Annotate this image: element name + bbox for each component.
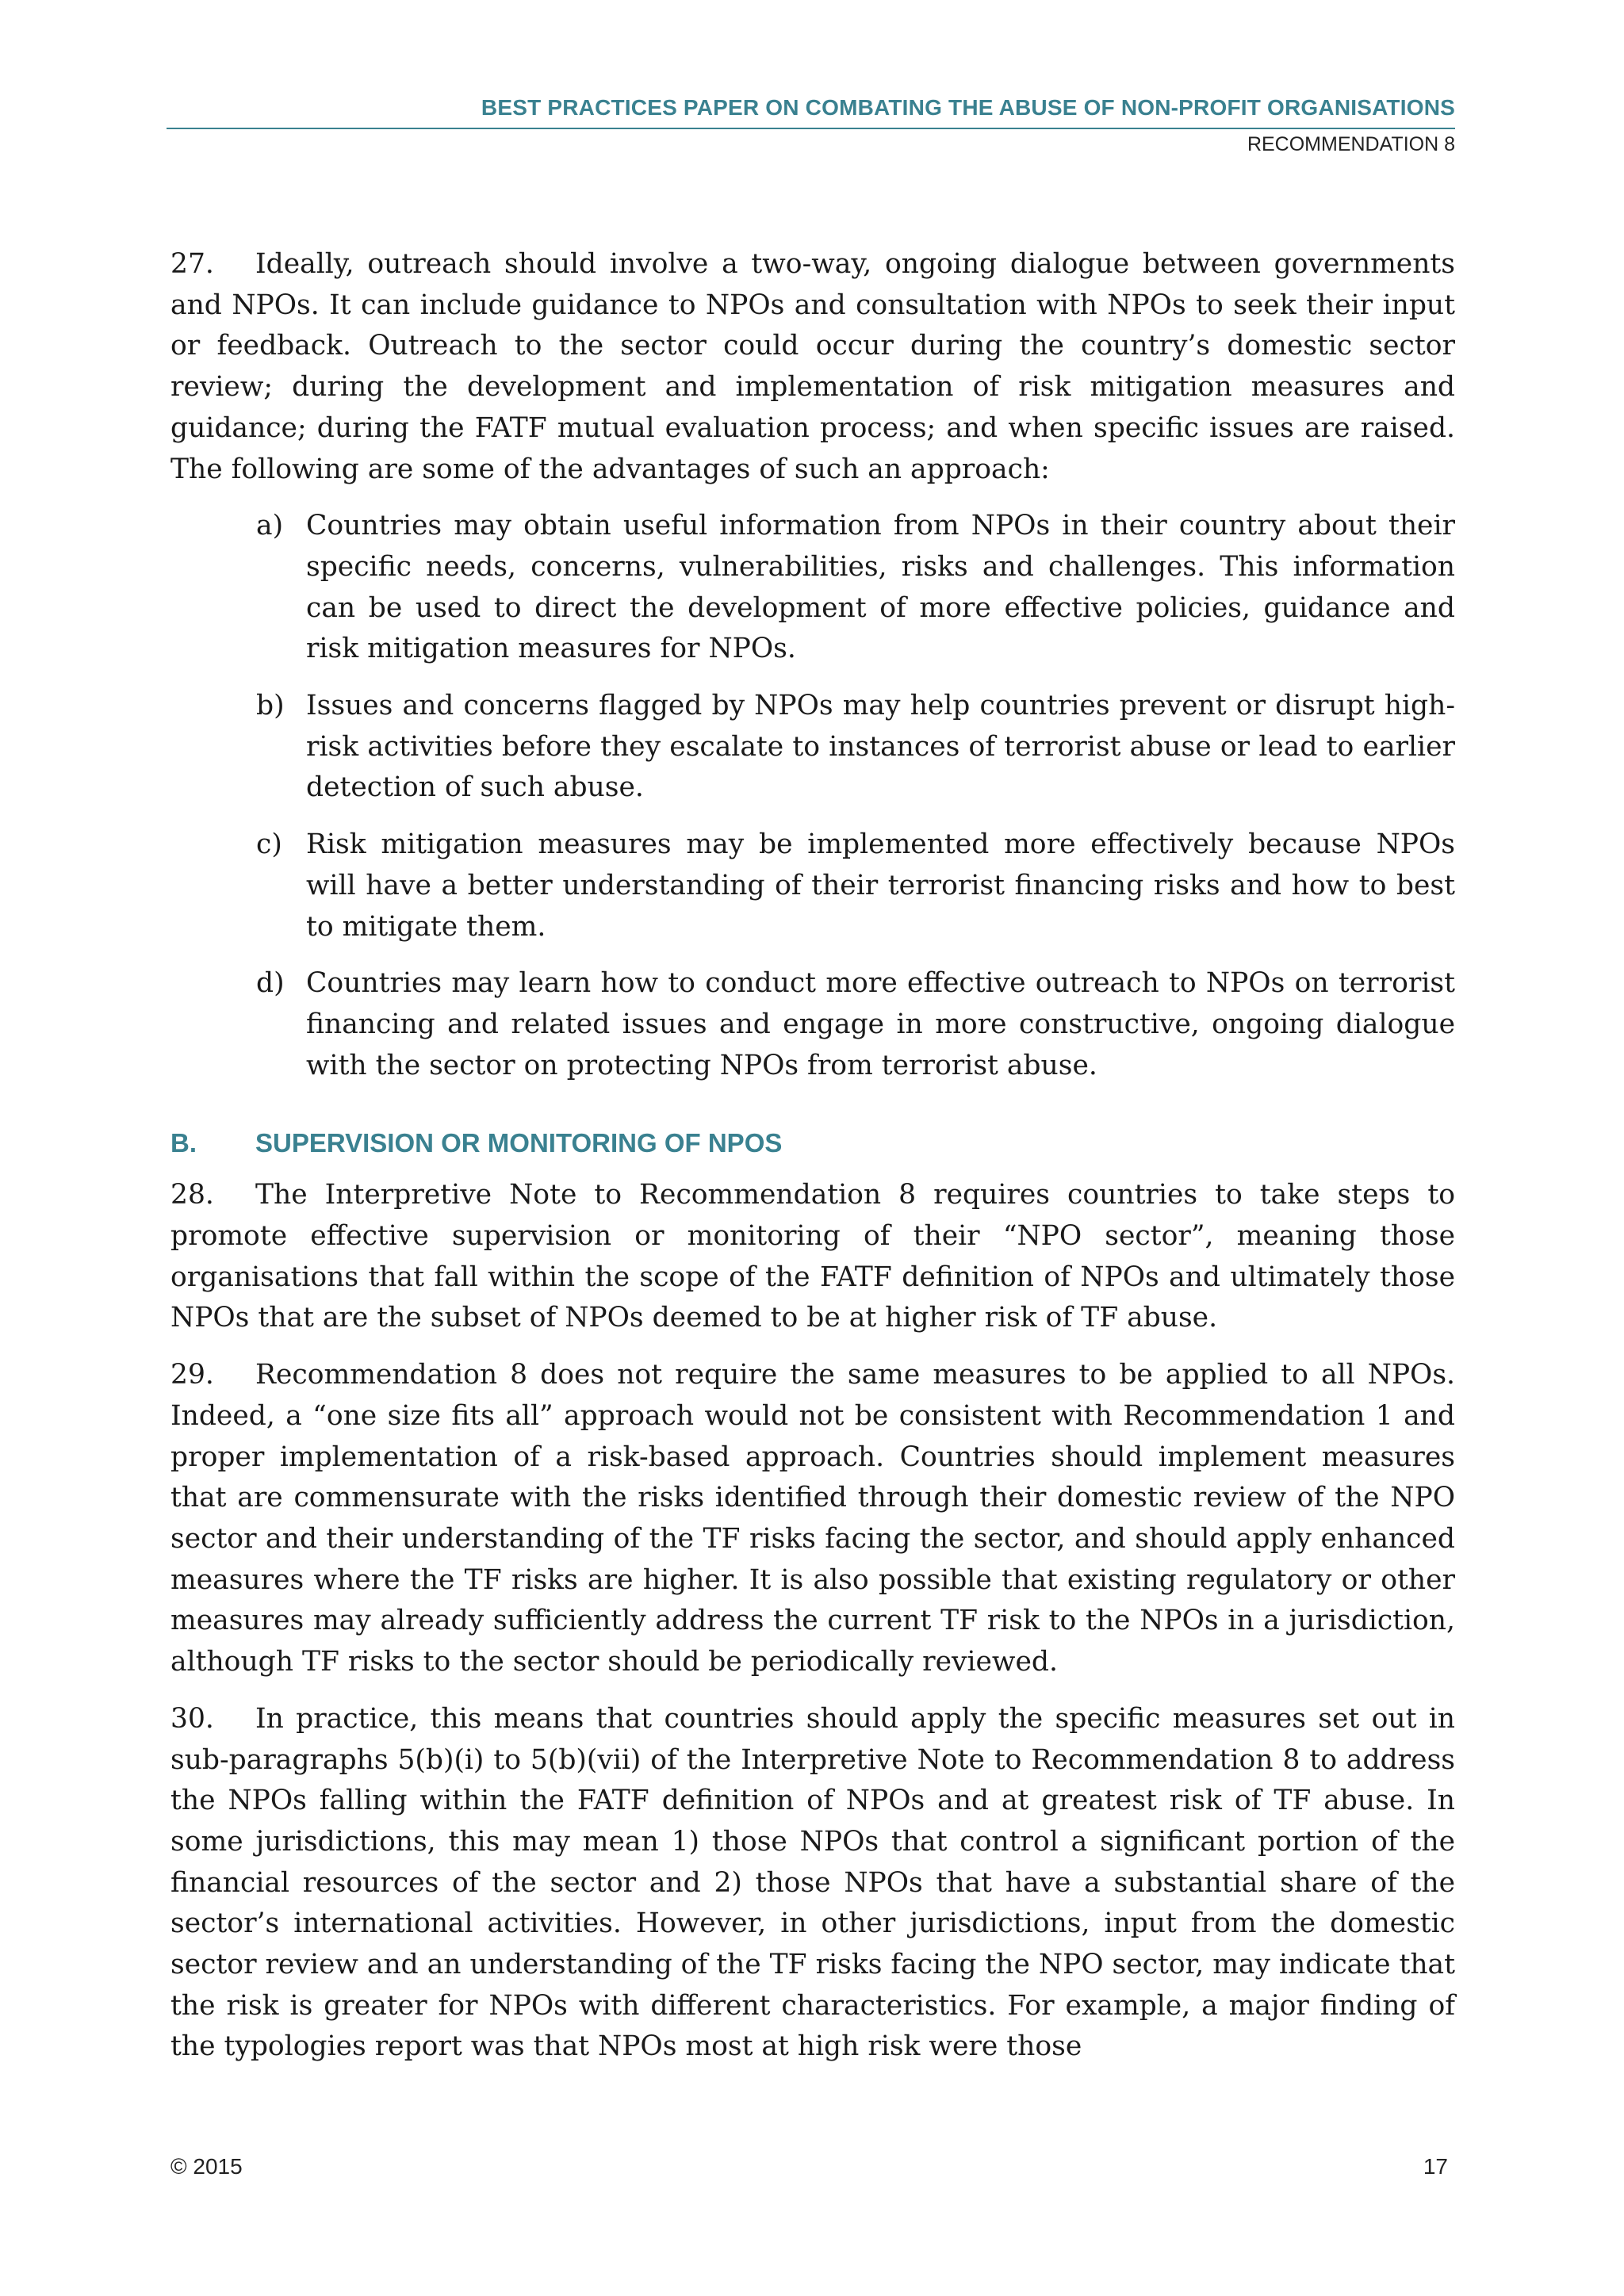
section-letter: B. (170, 1128, 197, 1158)
header-subtitle: RECOMMENDATION 8 (1247, 133, 1455, 155)
paragraph-number: 29. (170, 1359, 214, 1391)
list-marker: b) (256, 690, 285, 722)
list-item (256, 506, 1455, 670)
advantages-list (170, 506, 1455, 1086)
list-item (256, 963, 1455, 1086)
list-item-text: Countries may obtain useful information from NPOs in their country about their specific needs, concerns, vulnerabilities, risks and challenges. This information can be used to direct the development of more effective policies, guidance and risk mitigation measures for NPOs. (306, 510, 1455, 665)
list-item-text: Risk mitigation measures may be implemented more effectively because NPOs will have a better understanding of their terrorist financing risks and how to best to mitigate them. (306, 828, 1455, 943)
page-body (170, 244, 1455, 2084)
section-heading (170, 1126, 1455, 1161)
footer-page-number: 17 (1423, 2154, 1448, 2179)
list-item-text: Countries may learn how to conduct more effective outreach to NPOs on terrorist financing and related issues and engage in more constructive, ongoing dialogue with the sector on protecting NPOs from terrorist abuse. (306, 967, 1455, 1081)
header-divider (167, 128, 1455, 129)
list-item (256, 686, 1455, 809)
list-marker: a) (256, 510, 284, 542)
paragraph-number: 30. (170, 1702, 214, 1735)
paragraph-28 (170, 1175, 1455, 1339)
paragraph-text: In practice, this means that countries should apply the specific measures set out in sub-paragraphs 5(b)(i) to 5(b)(vii) of the Interpretive Note to Recommendation 8 to address the NPOs falling within the FATF definition of NPOs and at greatest risk of TF abuse. In some jurisdictions, this may mean 1) those NPOs that control a significant portion of the financial resources of the sector and 2) those NPOs that have a substantial share of the sector’s international activities. However, in other jurisdictions, input from the domestic sector review and an understanding of the TF risks facing the NPO sector, may indicate that the risk is greater for NPOs with different characteristics. For example, a major finding of the typologies report was that NPOs most at high risk were those (170, 1702, 1455, 2063)
paragraph-number: 28. (170, 1179, 214, 1211)
paragraph-text: Ideally, outreach should involve a two-way, ongoing dialogue between governments and NPOs. It can include guidance to NPOs and consultation with NPOs to seek their input or feedback. Outreach to the sector could occur during the country’s domestic sector review; during the development and implementation of risk mitigation measures and guidance; during the FATF mutual evaluation process; and when specific issues are raised. The following are some of the advantages of such an approach: (170, 248, 1455, 485)
header-title: BEST PRACTICES PAPER ON COMBATING THE ABUSE OF NON-PROFIT ORGANISATIONS (481, 95, 1455, 120)
section-title: SUPERVISION OR MONITORING OF NPOS (255, 1128, 783, 1158)
list-item-text: Issues and concerns flagged by NPOs may help countries prevent or disrupt high-risk activities before they escalate to instances of terrorist abuse or lead to earlier detection of such abuse. (306, 690, 1455, 804)
list-marker: d) (256, 967, 285, 1000)
paragraph-29 (170, 1355, 1455, 1683)
footer-copyright: © 2015 (170, 2154, 243, 2179)
list-item (256, 825, 1455, 947)
paragraph-27 (170, 244, 1455, 490)
paragraph-30 (170, 1699, 1455, 2068)
paragraph-number: 27. (170, 248, 214, 280)
paragraph-text: The Interpretive Note to Recommendation 8 requires countries to take steps to promote effective supervision or monitoring of their “NPO sector”, meaning those organisations that fall within the scope of the FATF definition of NPOs and ultimately those NPOs that are the subset of NPOs deemed to be at higher risk of TF abuse. (170, 1179, 1455, 1334)
list-marker: c) (256, 828, 282, 861)
paragraph-text: Recommendation 8 does not require the same measures to be applied to all NPOs. Indeed, a “one size fits all” approach would not be consistent with Recommendation 1 and proper implementation of a risk-based approach. Countries should implement measures that are commensurate with the risks identified through their domestic review of the NPO sector and their understanding of the TF risks facing the sector, and should apply enhanced measures where the TF risks are higher. It is also possible that existing regulatory or other measures may already sufficiently address the current TF risk to the NPOs in a jurisdiction, although TF risks to the sector should be periodically reviewed. (170, 1359, 1455, 1678)
